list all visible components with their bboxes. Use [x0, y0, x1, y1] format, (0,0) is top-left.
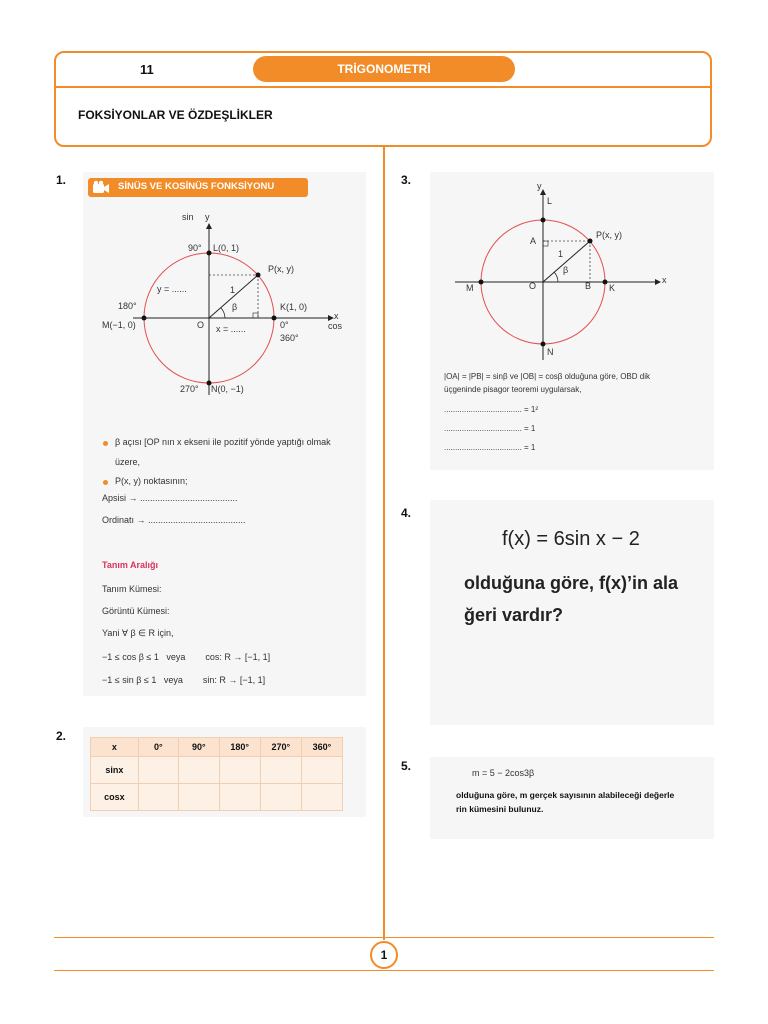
right-angle-mark	[253, 313, 258, 318]
label-180: 180°	[118, 301, 137, 311]
question-3-number: 3.	[401, 173, 412, 187]
question-5-number: 5.	[401, 759, 412, 773]
question-1-number: 1.	[56, 173, 67, 187]
table-header-cell: 90°	[178, 738, 219, 757]
point-p	[588, 239, 593, 244]
unit-title: FOKSİYONLAR VE ÖZDEŞLİKLER	[78, 108, 273, 122]
point-p	[256, 273, 261, 278]
label-cos: cos	[328, 321, 343, 331]
label-p: P(x, y)	[596, 230, 622, 240]
question-4-number: 4.	[401, 506, 412, 520]
label-y: y	[537, 181, 542, 191]
label-l: L(0, 1)	[213, 243, 240, 253]
table-cell[interactable]	[178, 757, 219, 784]
table-cell[interactable]	[138, 784, 178, 811]
label-k: K	[609, 283, 616, 293]
label-m: M(−1, 0)	[102, 320, 136, 330]
label-x: x	[334, 311, 339, 321]
row-label-cosx: cosx	[91, 784, 139, 811]
table-cell[interactable]	[260, 757, 301, 784]
label-360: 360°	[280, 333, 299, 343]
table-header-row	[91, 738, 343, 757]
beta-arc	[221, 308, 225, 318]
header-divider	[54, 86, 712, 88]
y-axis-arrow	[206, 223, 212, 229]
table-row	[91, 757, 343, 784]
section-title: SİNÜS VE KOSİNÜS FONKSİYONU	[118, 181, 275, 192]
q3-eq-3: ................................... = 1	[444, 443, 536, 452]
bullet-1	[103, 441, 108, 446]
table-cell[interactable]	[219, 784, 260, 811]
q3-eq-2: ................................... = 1	[444, 424, 536, 433]
right-angle-mark	[543, 241, 548, 246]
label-0deg: 0°	[280, 320, 289, 330]
q5-text-2: rin kümesini bulunuz.	[456, 804, 544, 814]
label-n: N(0, −1)	[211, 384, 244, 394]
footer-line-bottom	[54, 970, 714, 971]
q4-formula: f(x) = 6sin x − 2	[502, 528, 640, 550]
label-m: M	[466, 283, 474, 293]
apsis-line: Apsisi → .......................................	[102, 493, 238, 503]
label-x-eq: x = ......	[216, 324, 246, 334]
radius-op	[543, 241, 590, 282]
label-b: B	[585, 281, 592, 291]
label-y: y	[205, 212, 210, 222]
label-n: N	[547, 347, 554, 357]
page-number: 1	[370, 941, 398, 969]
table-cell[interactable]	[301, 757, 342, 784]
x-axis-arrow	[655, 279, 661, 285]
point-m	[479, 280, 484, 285]
section-badge	[88, 178, 308, 197]
row-label-sinx: sinx	[91, 757, 139, 784]
ordinat-line: Ordinatı → .......................................	[102, 515, 246, 525]
point-l	[207, 251, 212, 256]
label-one: 1	[558, 249, 564, 259]
bullet-1-text: β açısı [OP nın x ekseni ile pozitif yönde yaptığı olmak	[115, 437, 331, 447]
label-k: K(1, 0)	[280, 302, 308, 312]
domain-title: Tanım Aralığı	[102, 560, 159, 570]
q5-text-1: olduğuna göre, m gerçek sayısının alabileceği değerle	[456, 790, 675, 800]
table-cell[interactable]	[219, 757, 260, 784]
cos-range: −1 ≤ cos β ≤ 1 veya cos: R → [−1, 1]	[102, 652, 271, 662]
q4-text-2: ğeri vardır?	[464, 605, 564, 625]
column-divider	[383, 147, 385, 940]
label-x: x	[662, 275, 667, 285]
label-o: O	[529, 281, 537, 291]
bullet-2-text: P(x, y) noktasının;	[115, 476, 188, 486]
table-cell[interactable]	[178, 784, 219, 811]
label-l: L	[547, 196, 553, 206]
point-n	[541, 342, 546, 347]
table-header-cell: x	[91, 738, 139, 757]
footer-line-top	[54, 937, 714, 938]
label-a: A	[530, 236, 537, 246]
question-4-card	[430, 500, 714, 725]
table-header-cell: 270°	[260, 738, 301, 757]
q3-text-1: |OA| = |PB| = sinβ ve |OB| = cosβ olduğuna göre, OBD dik	[444, 372, 650, 381]
label-p: P(x, y)	[268, 264, 294, 274]
table-header-cell: 180°	[219, 738, 260, 757]
table-cell[interactable]	[138, 757, 178, 784]
q4-text-1: olduğuna göre, f(x)’in ala	[464, 573, 679, 593]
table-row	[91, 784, 343, 811]
value-table	[90, 737, 343, 811]
label-y-eq: y = ......	[157, 284, 187, 294]
grade-label: 11	[140, 62, 154, 77]
bullet-2	[103, 480, 108, 485]
point-m	[142, 316, 147, 321]
label-270: 270°	[180, 384, 199, 394]
q3-text-2: üçgeninde pisagor teoremi uygularsak,	[444, 385, 582, 394]
point-l	[541, 218, 546, 223]
label-one: 1	[230, 285, 236, 295]
sin-range: −1 ≤ sin β ≤ 1 veya sin: R → [−1, 1]	[102, 675, 266, 685]
label-beta: β	[563, 265, 569, 275]
question-5-card	[430, 757, 714, 839]
question-2-number: 2.	[56, 729, 67, 743]
subject-pill: TRİGONOMETRİ	[253, 56, 515, 82]
table-cell[interactable]	[301, 784, 342, 811]
beta-arc	[554, 272, 558, 282]
forall-line: Yani ∀ β ∈ R için,	[102, 628, 174, 638]
range-set: Görüntü Kümesi:	[102, 606, 170, 616]
label-90: 90°	[188, 243, 202, 253]
bullet-1-cont: üzere,	[115, 457, 141, 467]
table-header-cell: 360°	[301, 738, 342, 757]
table-cell[interactable]	[260, 784, 301, 811]
video-camera-icon	[92, 180, 110, 195]
label-sin: sin	[182, 212, 194, 222]
unit-circle-diagram-3	[430, 180, 714, 370]
q3-eq-1: ................................... = 1²	[444, 405, 539, 414]
point-k	[272, 316, 277, 321]
domain-set: Tanım Kümesi:	[102, 584, 162, 594]
point-k	[603, 280, 608, 285]
table-header-cell: 0°	[138, 738, 178, 757]
label-beta: β	[232, 302, 238, 312]
label-o: O	[197, 320, 205, 330]
q5-formula: m = 5 − 2cos3β	[472, 768, 535, 778]
